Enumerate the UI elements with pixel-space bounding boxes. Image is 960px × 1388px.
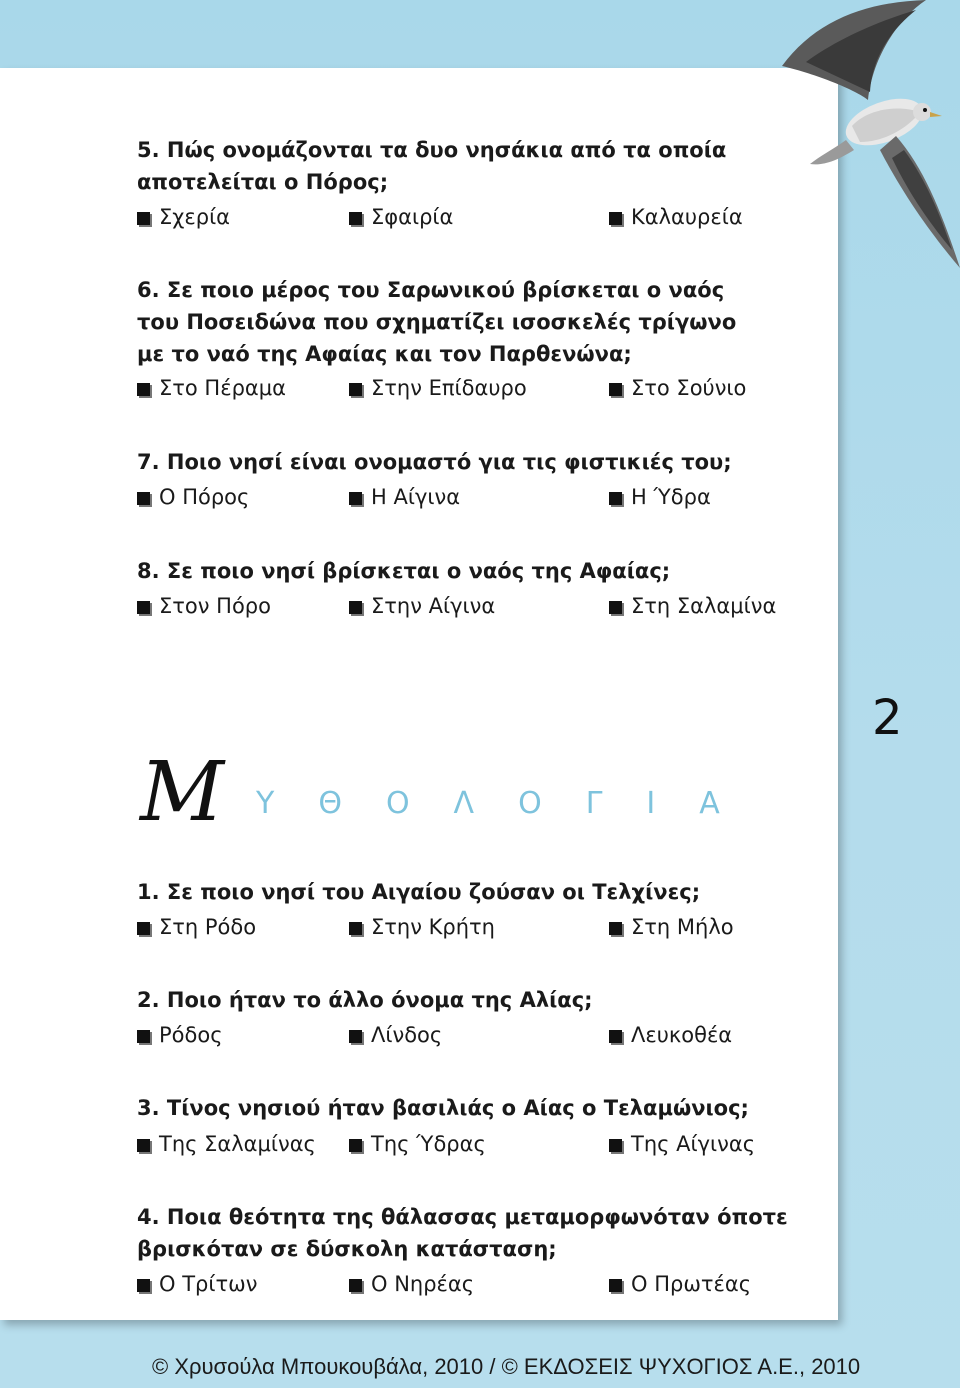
option-item[interactable] [349,1019,442,1051]
page-number: 2 [872,690,903,746]
question-line: 2. Ποιο ήταν το άλλο όνομα της Αλίας; [137,988,593,1012]
option-item[interactable] [349,911,495,943]
options-2 [137,1019,797,1051]
option-label: Ο Νηρέας [371,1272,475,1296]
checkbox-square-icon[interactable] [609,1030,622,1043]
option-item[interactable] [609,1268,751,1300]
checkbox-square-icon[interactable] [349,1030,362,1043]
option-label: Καλαυρεία [631,205,743,229]
section-heading [140,745,840,842]
option-item[interactable] [349,201,453,233]
option-label: Η Ύδρα [631,485,711,509]
question-line: 8. Σε ποιο νησί βρίσκεται ο ναός της Αφαίας; [137,559,671,583]
option-label: Στο Σούνιο [631,376,747,400]
option-label: Στην Κρήτη [371,915,495,939]
question-line: με το ναό της Αφαίας και τον Παρθενώνα; [137,342,632,366]
checkbox-square-icon[interactable] [137,383,150,396]
section-title-rest: ΥΘΟΛΟΓΙΑ [256,786,764,821]
question-5 [137,134,726,198]
options-5 [137,201,797,233]
option-label: Σφαιρία [371,205,454,229]
question-2 [137,984,593,1016]
option-label: Ο Τρίτων [159,1272,258,1296]
question-line: βρισκόταν σε δύσκολη κατάσταση; [137,1237,557,1261]
checkbox-square-icon[interactable] [609,1139,622,1152]
checkbox-square-icon[interactable] [137,601,150,614]
option-item[interactable] [349,372,527,404]
checkbox-square-icon[interactable] [609,212,622,225]
option-label: Στη Ρόδο [159,915,257,939]
option-item[interactable] [349,481,460,513]
option-label: Ο Πόρος [159,485,250,509]
question-line: 5. Πώς ονομάζονται τα δυο νησάκια από τα οποία [137,138,727,162]
checkbox-square-icon[interactable] [349,1279,362,1292]
checkbox-square-icon[interactable] [137,492,150,505]
option-item[interactable] [609,1019,732,1051]
option-label: Στη Μήλο [631,915,734,939]
question-line: 4. Ποια θεότητα της θάλασσας μεταμορφωνόταν όποτε [137,1205,788,1229]
option-item[interactable] [137,1019,223,1051]
option-label: Της Ύδρας [371,1132,486,1156]
option-item[interactable] [609,911,734,943]
seagull-illustration [776,0,960,272]
option-item[interactable] [137,590,271,622]
option-label: Στο Πέραμα [159,376,286,400]
copyright-footer: © Χρυσούλα Μπουκουβάλα, 2010 / © ΕΚΔΟΣΕΙΣ ΨΥΧΟΓΙΟΣ Α.Ε., 2010 [152,1354,861,1379]
option-item[interactable] [137,1268,257,1300]
option-item[interactable] [349,1268,474,1300]
question-line: 3. Τίνος νησιού ήταν βασιλιάς ο Αίας ο Τελαμώνιος; [137,1096,749,1120]
question-line: 6. Σε ποιο μέρος του Σαρωνικού βρίσκεται ο ναός [137,278,725,302]
option-item[interactable] [137,372,286,404]
option-item[interactable] [137,201,230,233]
checkbox-square-icon[interactable] [609,383,622,396]
option-item[interactable] [137,1128,316,1160]
option-item[interactable] [609,481,711,513]
option-label: Της Σαλαμίνας [159,1132,316,1156]
option-item[interactable] [349,590,495,622]
checkbox-square-icon[interactable] [349,1139,362,1152]
checkbox-square-icon[interactable] [349,492,362,505]
option-label: Λίνδος [371,1023,443,1047]
question-line: αποτελείται ο Πόρος; [137,170,389,194]
checkbox-square-icon[interactable] [349,601,362,614]
question-1 [137,876,700,908]
checkbox-square-icon[interactable] [137,1139,150,1152]
option-label: Σχερία [159,205,231,229]
option-label: Στην Επίδαυρο [371,376,527,400]
option-item[interactable] [609,590,776,622]
checkbox-square-icon[interactable] [137,1030,150,1043]
question-3 [137,1092,749,1124]
options-8 [137,590,797,622]
checkbox-square-icon[interactable] [609,601,622,614]
question-7 [137,446,732,478]
option-item[interactable] [137,911,256,943]
option-label: Στην Αίγινα [371,594,496,618]
checkbox-square-icon[interactable] [137,212,150,225]
option-item[interactable] [609,372,746,404]
option-label: Ρόδος [159,1023,223,1047]
option-label: Στον Πόρο [159,594,271,618]
option-label: Στη Σαλαμίνα [631,594,777,618]
section-initial: Μ [140,745,224,840]
question-4 [137,1201,788,1265]
question-line: 1. Σε ποιο νησί του Αιγαίου ζούσαν οι Τελχίνες; [137,880,701,904]
checkbox-square-icon[interactable] [349,212,362,225]
options-3 [137,1128,797,1160]
checkbox-square-icon[interactable] [349,922,362,935]
checkbox-square-icon[interactable] [609,492,622,505]
question-line: 7. Ποιο νησί είναι ονομαστό για τις φιστικιές του; [137,450,732,474]
checkbox-square-icon[interactable] [137,922,150,935]
options-4 [137,1268,797,1300]
option-item[interactable] [609,1128,755,1160]
options-1 [137,911,797,943]
checkbox-square-icon[interactable] [137,1279,150,1292]
question-6 [137,274,736,370]
checkbox-square-icon[interactable] [349,383,362,396]
option-item[interactable] [349,1128,486,1160]
options-7 [137,481,797,513]
options-6 [137,372,797,404]
option-label: Λευκοθέα [631,1023,733,1047]
question-line: του Ποσειδώνα που σχηματίζει ισοσκελές τρίγωνο [137,310,737,334]
question-8 [137,555,670,587]
checkbox-square-icon[interactable] [609,1279,622,1292]
checkbox-square-icon[interactable] [609,922,622,935]
option-label: Ο Πρωτέας [631,1272,752,1296]
option-label: Η Αίγινα [371,485,461,509]
option-item[interactable] [137,481,249,513]
option-label: Της Αίγινας [631,1132,756,1156]
option-item[interactable] [609,201,743,233]
